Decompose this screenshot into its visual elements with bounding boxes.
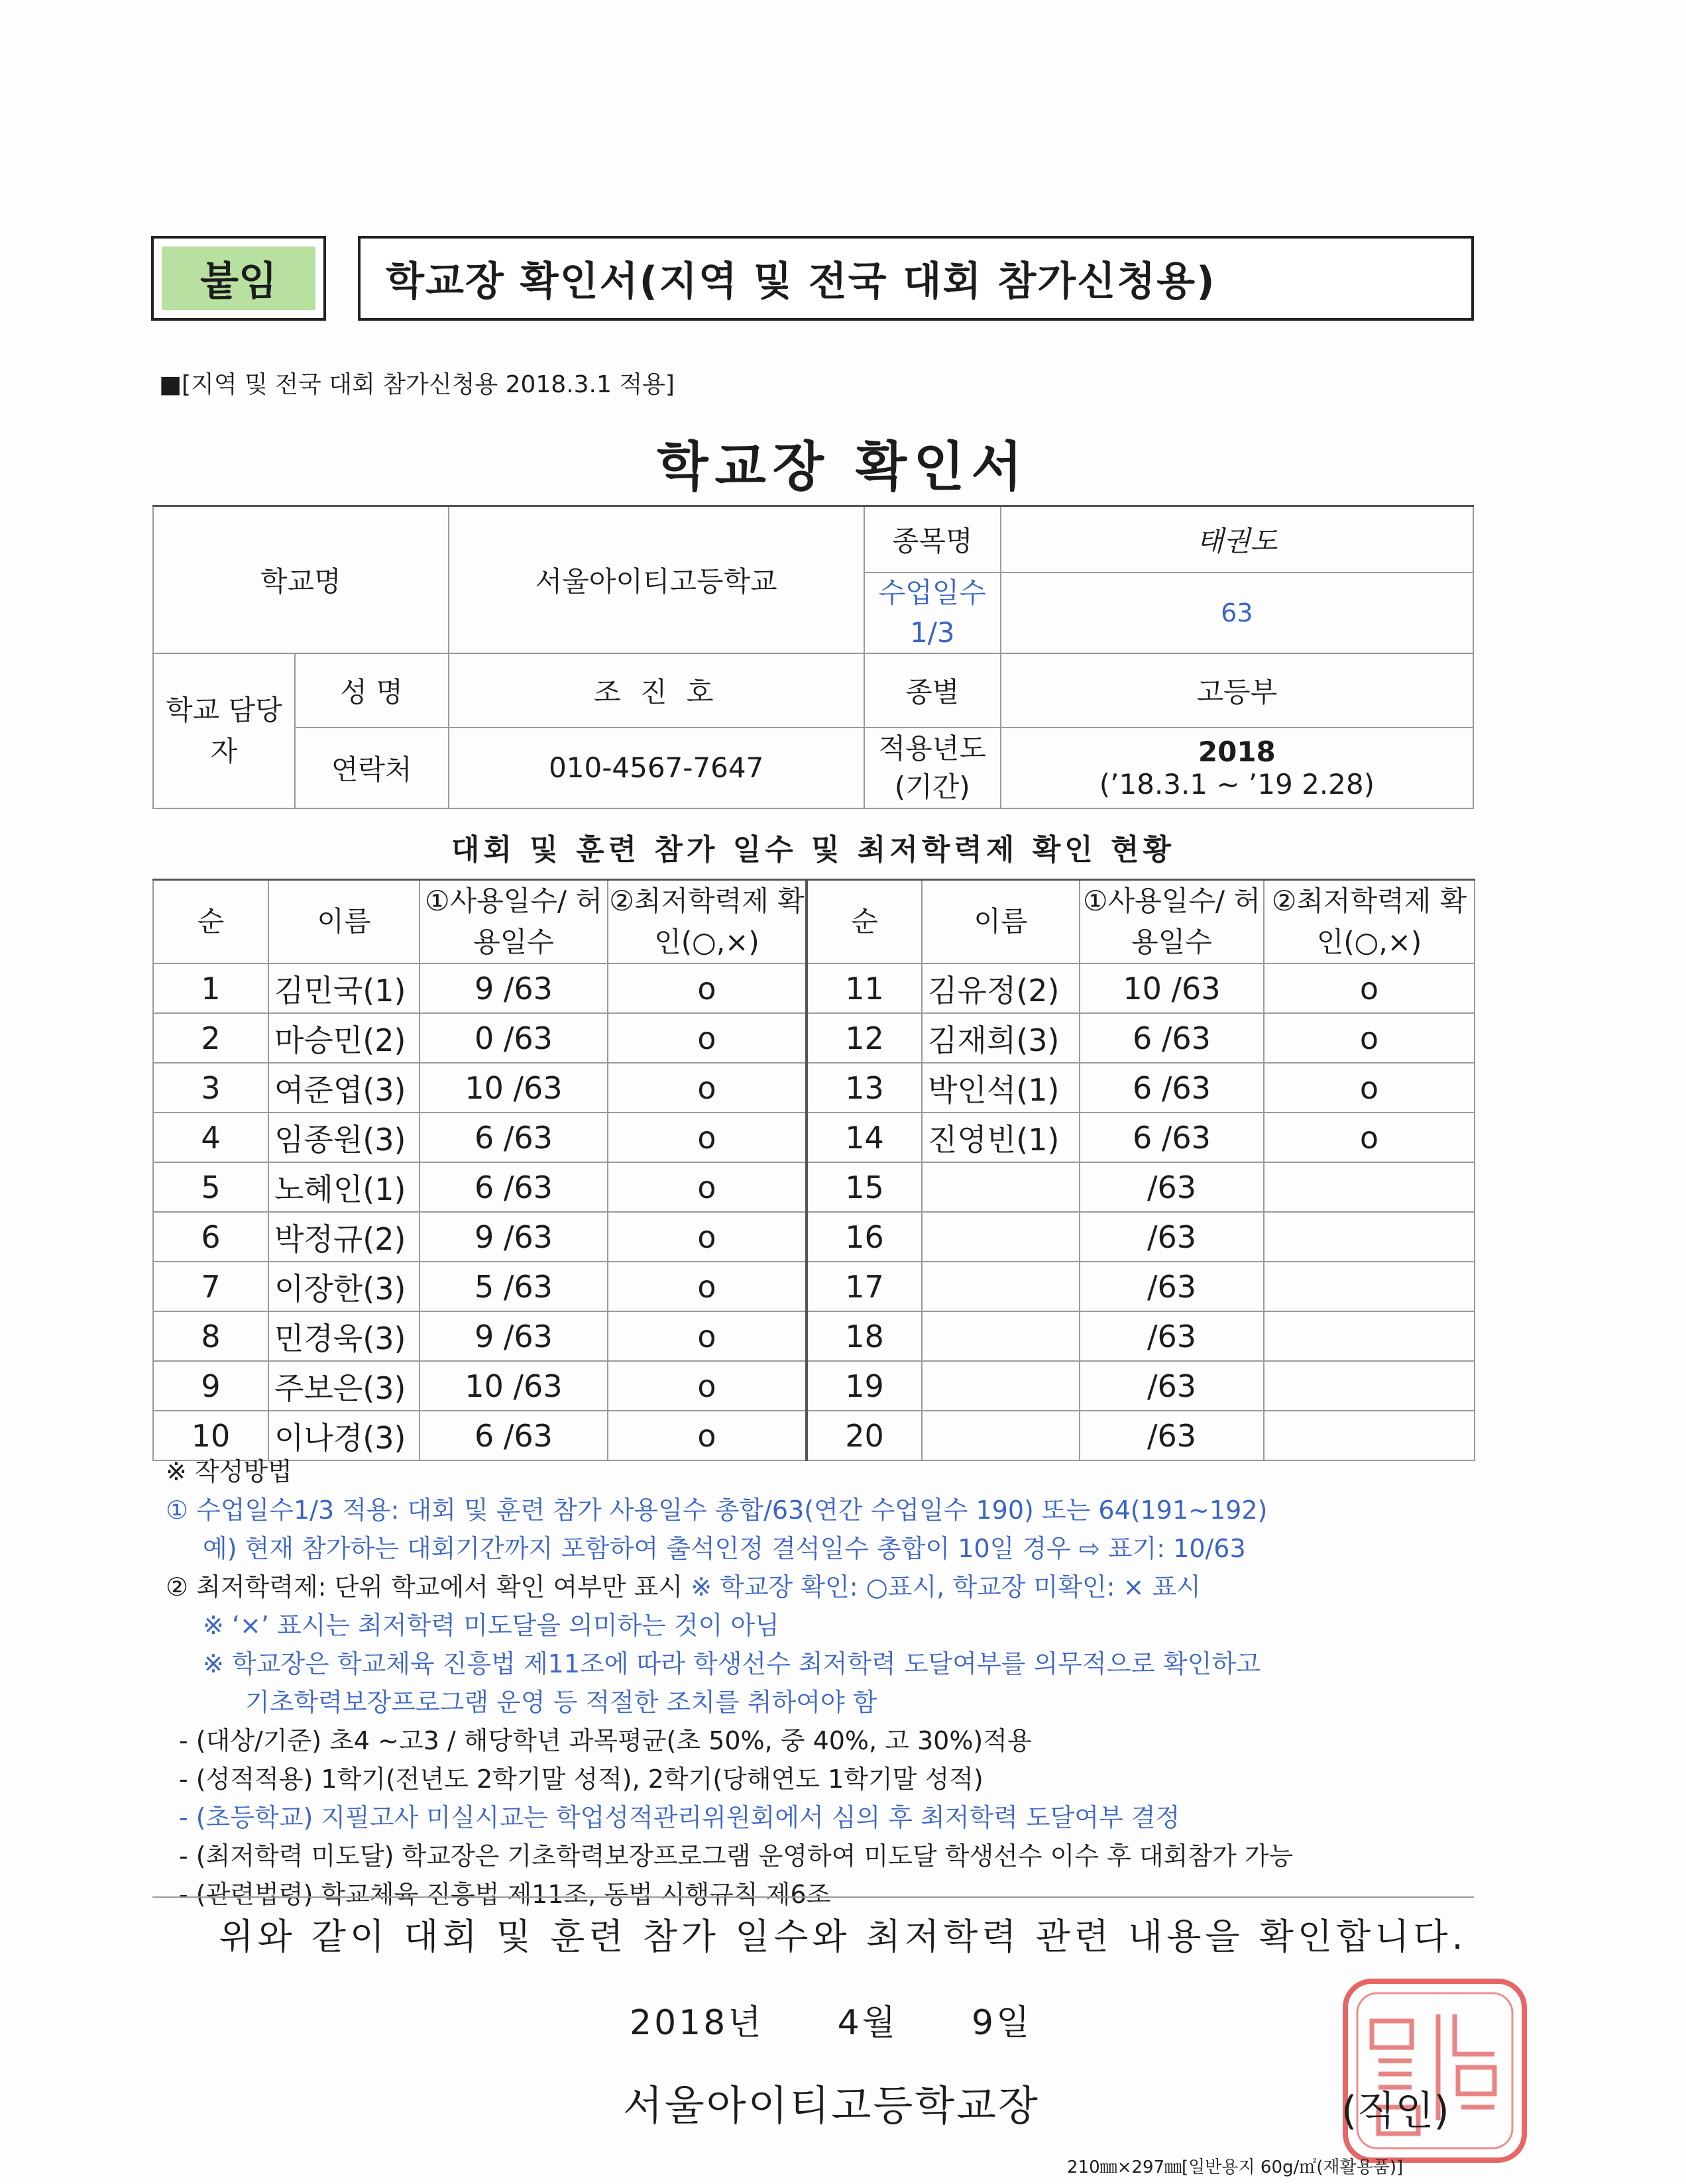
contact-label: 연락처: [295, 728, 449, 808]
row-no: 14: [807, 1113, 922, 1162]
row-name: 임종원(3): [268, 1113, 420, 1162]
row-check: o: [1264, 1013, 1475, 1063]
contact-value: 010-4567-7647: [449, 728, 864, 808]
row-check: o: [1264, 963, 1475, 1013]
school-name-value: 서울아이티고등학교: [449, 506, 864, 653]
note-4b: 기초학력보장프로그램 운영 등 적절한 조치를 취하여야 함: [245, 1688, 877, 1717]
paper-spec-footer: 210㎜×297㎜[일반용지 60g/㎡(재활용품)]: [1067, 2157, 1404, 2177]
table-row: [153, 1361, 1475, 1411]
detail-3: - (초등학교) 지필고사 미실시교는 학업성적관리위원회에서 심의 후 최저학력 도달여부 결정: [179, 1803, 1180, 1832]
table-row: [153, 963, 1475, 1013]
row-days: 9 /63: [420, 1311, 608, 1361]
row-days: /63: [1080, 1361, 1264, 1411]
row-check: [1264, 1311, 1475, 1361]
row-days: 6 /63: [1080, 1113, 1264, 1162]
attachment-label: 붙임: [162, 246, 315, 310]
roster-section-title: 대회 및 훈련 참가 일수 및 최저학력제 확인 현황: [451, 833, 1176, 867]
row-no: 5: [153, 1162, 268, 1212]
manager-name-label: 성 명: [295, 653, 449, 728]
row-check: o: [608, 963, 807, 1013]
row-no: 2: [153, 1013, 268, 1063]
header-no: 순: [153, 880, 268, 964]
header-check: ②최저학력제 확인(○,×): [1264, 880, 1475, 964]
row-name: [922, 1361, 1080, 1411]
row-check: [1264, 1212, 1475, 1262]
row-check: o: [608, 1063, 807, 1113]
row-no: 18: [807, 1311, 922, 1361]
year-value: 2018: [1198, 735, 1276, 768]
row-name: 이나경(3): [268, 1411, 420, 1460]
notes-divider: [152, 1896, 1474, 1898]
header-no: 순: [807, 880, 922, 964]
row-no: 11: [807, 963, 922, 1013]
row-check: o: [608, 1361, 807, 1411]
row-no: 1: [153, 963, 268, 1013]
row-check: o: [608, 1212, 807, 1262]
row-days: 6 /63: [1080, 1013, 1264, 1063]
row-name: 마승민(2): [268, 1013, 420, 1063]
detail-4: - (최저학력 미도달) 학교장은 기초학력보장프로그램 운영하여 미도달 학생선수 이수 후 대회참가 가능: [179, 1841, 1294, 1871]
table-row: [153, 1013, 1475, 1063]
row-name: 김재희(3): [922, 1013, 1080, 1063]
row-days: 9 /63: [420, 1212, 608, 1262]
category-label: 종별: [864, 653, 1001, 728]
row-name: [922, 1162, 1080, 1212]
row-check: [1264, 1262, 1475, 1311]
row-days: 9 /63: [420, 963, 608, 1013]
school-info-table: [152, 505, 1474, 809]
row-no: 10: [153, 1411, 268, 1460]
row-name: [922, 1311, 1080, 1361]
row-days: 6 /63: [420, 1411, 608, 1460]
roster-table: [152, 879, 1475, 1461]
date-month: 4월: [837, 2003, 898, 2043]
class-days-label: 수업일수 1/3: [864, 573, 1001, 653]
row-name: [922, 1262, 1080, 1311]
note-4a: ※ 학교장은 학교체육 진흥법 제11조에 따라 학생선수 최저학력 도달여부를 의무적으로 확인하고: [203, 1649, 1261, 1678]
row-no: 16: [807, 1212, 922, 1262]
confirmation-statement: 위와 같이 대회 및 훈련 참가 일수와 최저학력 관련 내용을 확인합니다.: [219, 1916, 1467, 1957]
row-check: o: [1264, 1063, 1475, 1113]
header-check: ②최저학력제 확인(○,×): [608, 880, 807, 964]
table-row: [153, 1311, 1475, 1361]
sport-value: 태권도: [1001, 506, 1473, 573]
header-days: ①사용일수/ 허용일수: [420, 880, 608, 964]
date-day: 9일: [972, 2003, 1033, 2043]
note-3: ※ ‘×’ 표시는 최저학력 미도달을 의미하는 것이 아님: [203, 1611, 779, 1640]
row-name: 김유정(2): [922, 963, 1080, 1013]
detail-5: - (관련법령) 학교체육 진흥법 제11조, 동법 시행규칙 제6조: [179, 1880, 831, 1909]
table-row: [153, 1212, 1475, 1262]
row-days: 6 /63: [420, 1162, 608, 1212]
note-2-prefix: ② 최저학력제: 단위 학교에서 확인 여부만 표시: [166, 1572, 683, 1602]
row-check: o: [608, 1113, 807, 1162]
row-name: 이장한(3): [268, 1262, 420, 1311]
row-no: 19: [807, 1361, 922, 1411]
row-check: o: [608, 1162, 807, 1212]
row-days: 10 /63: [1080, 963, 1264, 1013]
row-check: o: [608, 1013, 807, 1063]
row-days: 6 /63: [420, 1113, 608, 1162]
header-name: 이름: [268, 880, 420, 964]
header-days: ①사용일수/ 허용일수: [1080, 880, 1264, 964]
row-days: 5 /63: [420, 1262, 608, 1311]
page-title: 학교장 확인서: [657, 436, 1029, 498]
note-2-suffix: ※ 학교장 확인: ○표시, 학교장 미확인: × 표시: [691, 1572, 1201, 1602]
school-name-label: 학교명: [153, 506, 449, 653]
seal-label: (직인): [1341, 2088, 1449, 2134]
table-row: [153, 1063, 1475, 1113]
row-no: 4: [153, 1113, 268, 1162]
row-no: 12: [807, 1013, 922, 1063]
note-1b: 예) 현재 참가하는 대회기간까지 포함하여 출석인정 결석일수 총합이 10일 경우 ⇨ 표기: 10/63: [203, 1534, 1246, 1563]
row-name: 여준엽(3): [268, 1063, 420, 1113]
row-days: 6 /63: [1080, 1063, 1264, 1113]
row-name: 박정규(2): [268, 1212, 420, 1262]
header-name: 이름: [922, 880, 1080, 964]
row-name: 진영빈(1): [922, 1113, 1080, 1162]
period-value: (’18.3.1 ~ ’19 2.28): [1099, 767, 1375, 800]
document-header-title: 학교장 확인서(지역 및 전국 대회 참가신청용): [358, 236, 1474, 321]
row-no: 6: [153, 1212, 268, 1262]
issue-date: [630, 1994, 1032, 2044]
row-days: /63: [1080, 1411, 1264, 1460]
row-name: 노혜인(1): [268, 1162, 420, 1212]
note-2: [166, 1568, 1478, 1606]
table-row: [153, 1113, 1475, 1162]
row-no: 15: [807, 1162, 922, 1212]
year-cell: [1001, 728, 1473, 808]
row-days: 0 /63: [420, 1013, 608, 1063]
date-year: 2018년: [630, 2003, 764, 2043]
manager-name-value: 조 진 호: [449, 653, 864, 728]
sport-label: 종목명: [864, 506, 1001, 573]
row-days: 10 /63: [420, 1361, 608, 1411]
principal-signature-line: 서울아이티고등학교장: [623, 2081, 1040, 2130]
row-days: /63: [1080, 1212, 1264, 1262]
row-check: o: [1264, 1113, 1475, 1162]
row-check: o: [608, 1262, 807, 1311]
notes-heading: ※ 작성방법: [166, 1457, 292, 1486]
row-days: /63: [1080, 1162, 1264, 1212]
row-name: 김민국(1): [268, 963, 420, 1013]
detail-2: - (성적적용) 1학기(전년도 2학기말 성적), 2학기(당해연도 1학기말 성적): [179, 1765, 984, 1794]
row-no: 13: [807, 1063, 922, 1113]
row-no: 7: [153, 1262, 268, 1311]
table-row: [153, 1162, 1475, 1212]
row-name: [922, 1212, 1080, 1262]
notice-line: ■[지역 및 전국 대회 참가신청용 2018.3.1 적용]: [159, 371, 675, 398]
manager-label: 학교 담당자: [153, 653, 295, 808]
roster-header-row: [153, 880, 1475, 964]
attachment-label-box: [151, 236, 326, 321]
row-no: 17: [807, 1262, 922, 1311]
row-days: 10 /63: [420, 1063, 608, 1113]
year-label: 적용년도 (기간): [864, 728, 1001, 808]
row-days: /63: [1080, 1262, 1264, 1311]
row-no: 9: [153, 1361, 268, 1411]
row-name: 박인석(1): [922, 1063, 1080, 1113]
detail-1: - (대상/기준) 초4 ~고3 / 해당학년 과목평균(초 50%, 중 40%, 고 30%)적용: [179, 1726, 1032, 1755]
note-1a: ① 수업일수1/3 적용: 대회 및 훈련 참가 사용일수 총합/63(연간 수업일수 190) 또는 64(191~192): [166, 1496, 1268, 1525]
row-name: 주보은(3): [268, 1361, 420, 1411]
table-row: [153, 1262, 1475, 1311]
row-days: /63: [1080, 1311, 1264, 1361]
seal-icon: [1339, 1975, 1531, 2167]
row-check: [1264, 1162, 1475, 1212]
category-value: 고등부: [1001, 653, 1473, 728]
row-no: 8: [153, 1311, 268, 1361]
row-no: 20: [807, 1411, 922, 1460]
row-name: 민경욱(3): [268, 1311, 420, 1361]
class-days-value: 63: [1001, 573, 1473, 653]
row-check: o: [608, 1311, 807, 1361]
row-no: 3: [153, 1063, 268, 1113]
row-check: [1264, 1361, 1475, 1411]
writing-instructions: [166, 1452, 1478, 1914]
row-check: o: [608, 1411, 807, 1460]
official-seal-stamp: [1339, 1975, 1531, 2167]
